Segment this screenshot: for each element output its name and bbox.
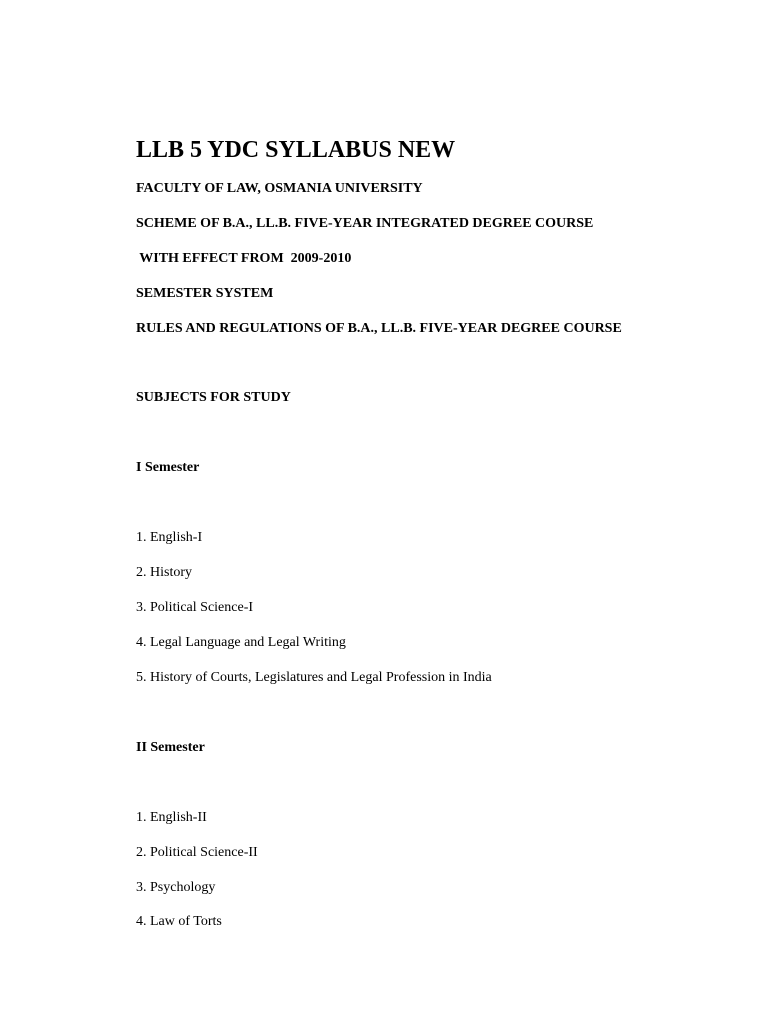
rules-heading: RULES AND REGULATIONS OF B.A., LL.B. FIVE-YEAR DEGREE COURSE xyxy=(136,321,622,336)
semester-2-subject-1: 1. English-II xyxy=(136,810,207,825)
semester-1-heading: I Semester xyxy=(136,460,200,475)
semester-2-heading: II Semester xyxy=(136,740,205,755)
semester-1-subject-3: 3. Political Science-I xyxy=(136,600,254,615)
semester-system-heading: SEMESTER SYSTEM xyxy=(136,286,274,301)
subjects-heading: SUBJECTS FOR STUDY xyxy=(136,390,291,405)
semester-2-subject-4: 4. Law of Torts xyxy=(136,914,222,929)
scheme-heading: SCHEME OF B.A., LL.B. FIVE-YEAR INTEGRATED DEGREE COURSE xyxy=(136,216,594,231)
semester-2-subject-2: 2. Political Science-II xyxy=(136,845,258,860)
document-title: LLB 5 YDC SYLLABUS NEW xyxy=(136,137,456,163)
semester-1-subject-2: 2. History xyxy=(136,565,192,580)
semester-1-subject-5: 5. History of Courts, Legislatures and Legal Profession in India xyxy=(136,670,492,685)
semester-1-subject-1: 1. English-I xyxy=(136,530,203,545)
semester-2-subject-3: 3. Psychology xyxy=(136,880,216,895)
faculty-heading: FACULTY OF LAW, OSMANIA UNIVERSITY xyxy=(136,181,423,196)
effect-heading: WITH EFFECT FROM 2009-2010 xyxy=(136,251,352,266)
semester-1-subject-4: 4. Legal Language and Legal Writing xyxy=(136,635,346,650)
